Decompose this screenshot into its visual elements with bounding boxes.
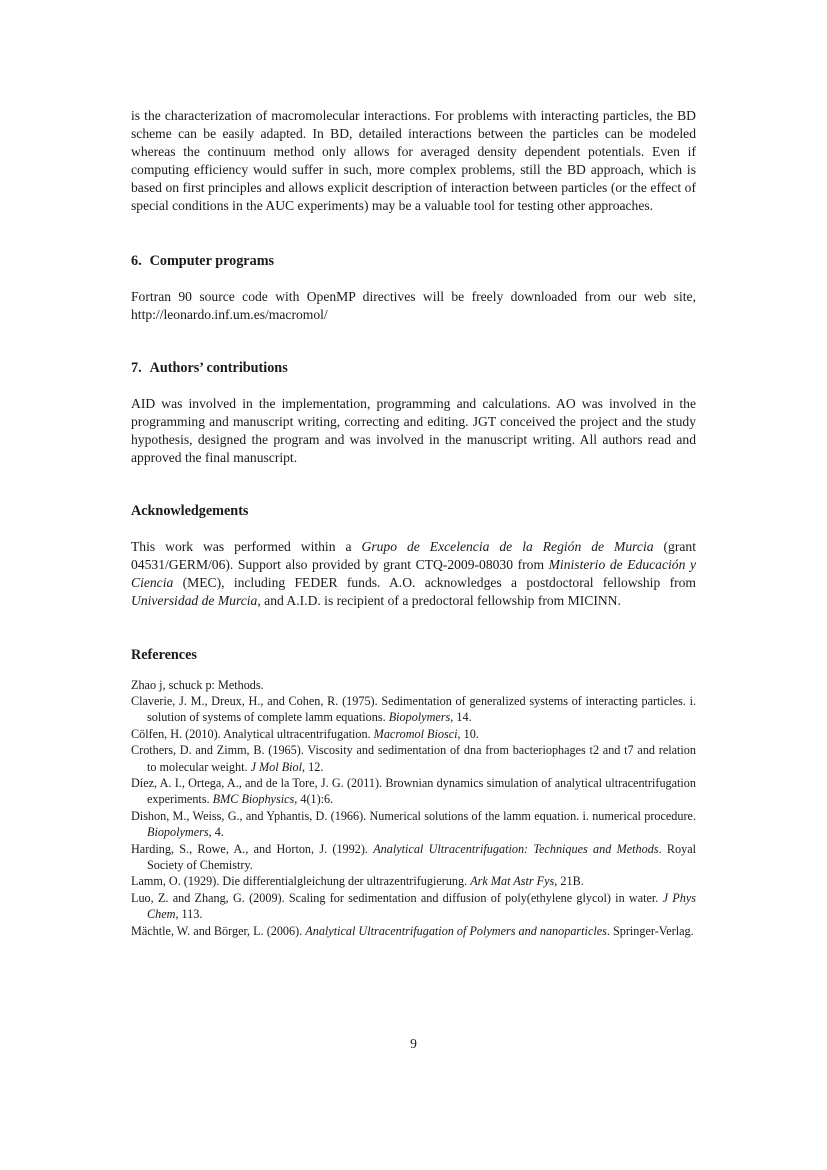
intro-paragraph: is the characterization of macromolecular interactions. For problems with interacting particles, the BD scheme can be easily adapted. In BD, detailed interactions between the particles can be modeled whereas the continuum method only allows for averaged density dependent potentials. Even if computing efficiency would suffer in such, more complex problems, still the BD approach, which is based on first principles and allows explicit description of interaction between particles (or the effect of special conditions in the AUC experiments) may be a valuable tool for testing other approaches. — [131, 108, 696, 214]
reference-item: Dishon, M., Weiss, G., and Yphantis, D. (1966). Numerical solutions of the lamm equation. i. numerical procedure. Biopolymers, 4. — [131, 808, 696, 840]
reference-item: Claverie, J. M., Dreux, H., and Cohen, R. (1975). Sedimentation of generalized systems of interacting particles. i. solution of systems of complete lamm equations. Biopolymers, 14. — [131, 693, 696, 725]
section-number: 6. — [131, 252, 142, 269]
section-heading-authors-contributions — [131, 359, 696, 377]
reference-item: Cölfen, H. (2010). Analytical ultracentrifugation. Macromol Biosci, 10. — [131, 726, 479, 741]
section-title: Computer programs — [149, 252, 275, 269]
computer-programs-paragraph: Fortran 90 source code with OpenMP directives will be freely downloaded from our web site, http://leonardo.inf.um.es/macromol/ — [131, 288, 696, 322]
section-title: Authors’ contributions — [149, 359, 288, 376]
page-number: 9 — [410, 1036, 417, 1051]
section-heading-computer-programs — [131, 252, 696, 270]
acknowledgements-heading: Acknowledgements — [131, 503, 249, 520]
references-list — [131, 677, 696, 940]
reference-item: Díez, A. I., Ortega, A., and de la Tore, J. G. (2011). Brownian dynamics simulation of analytical ultracentrifugation experiments. BMC Biophysics, 4(1):6. — [131, 775, 696, 807]
reference-item: Harding, S., Rowe, A., and Horton, J. (1992). Analytical Ultracentrifugation: Techniques and Methods. Royal Society of Chemistry. — [131, 841, 696, 872]
reference-item: Crothers, D. and Zimm, B. (1965). Viscosity and sedimentation of dna from bacteriophages t2 and t7 and relation to molecular weight. J Mol Biol, 12. — [131, 743, 696, 774]
section-number: 7. — [131, 359, 142, 376]
reference-item: Zhao j, schuck p: Methods. — [131, 677, 264, 692]
references-heading: References — [131, 646, 197, 663]
page-content — [131, 107, 696, 939]
reference-item: Mächtle, W. and Börger, L. (2006). Analytical Ultracentrifugation of Polymers and nanoparticles. Springer-Verlag. — [131, 923, 694, 938]
acknowledgements-paragraph: This work was performed within a Grupo de Excelencia de la Región de Murcia (grant 04531/GERM/06). Support also provided by grant CTQ-2009-08030 from Ministerio de Educación y Ciencia (MEC), including FEDER funds. A.O. acknowledges a postdoctoral fellowship from Universidad de Murcia, and A.I.D. is recipient of a predoctoral fellowship from MICINN. — [131, 539, 696, 609]
reference-item: Luo, Z. and Zhang, G. (2009). Scaling for sedimentation and diffusion of poly(ethylene glycol) in water. J Phys Chem, 113. — [131, 890, 696, 922]
authors-contributions-paragraph: AID was involved in the implementation, programming and calculations. AO was involved in the programming and manuscript writing, correcting and editing. JGT conceived the project and the study hypothesis, designed the program and was involved in the manuscript writing. All authors read and approved the final manuscript. — [131, 395, 696, 466]
reference-item: Lamm, O. (1929). Die differentialgleichung der ultrazentrifugierung. Ark Mat Astr Fys, 21B. — [131, 874, 584, 889]
